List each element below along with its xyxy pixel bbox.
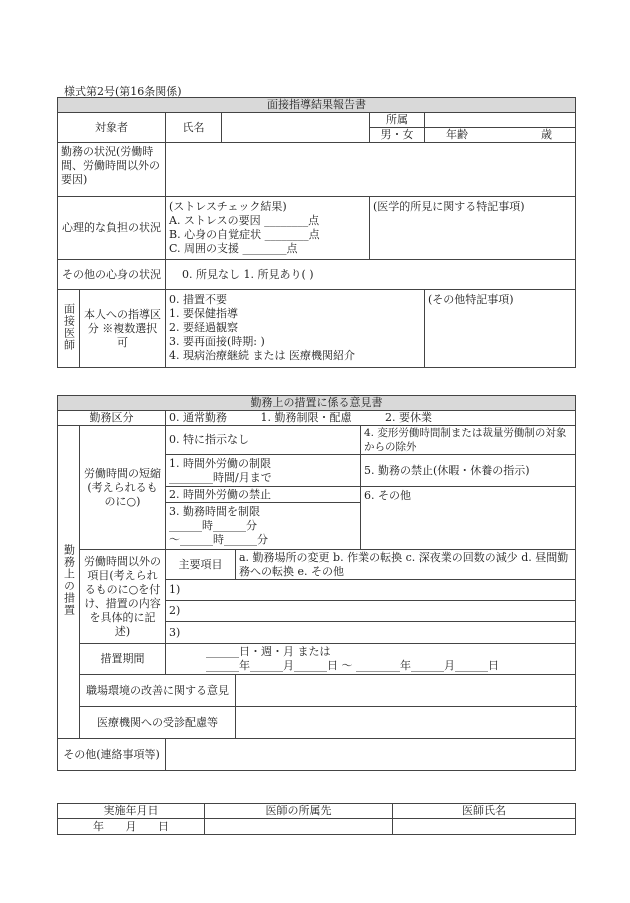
option-5-work-prohibition[interactable]: 5. 勤務の禁止(休暇・休養の指示) bbox=[361, 455, 576, 487]
env-improvement-field[interactable] bbox=[236, 675, 576, 707]
opinion-title: 勤務上の措置に係る意見書 bbox=[58, 396, 576, 411]
name-field[interactable] bbox=[222, 113, 370, 143]
work-measures-table bbox=[57, 395, 576, 771]
other-mind-body-options[interactable]: 0. 所見なし 1. 所見あり( ) bbox=[166, 260, 576, 290]
affiliation-label: 所属 bbox=[370, 113, 425, 128]
work-status-label: 勤務の状況(労働時間、労働時間以外の要因) bbox=[58, 143, 166, 197]
shorten-hours-label: 労働時間の短縮(考えられるものに○) bbox=[80, 426, 166, 550]
medical-findings-label: (医学的所見に関する特記事項) bbox=[373, 200, 525, 213]
option-2-overtime-prohibition[interactable]: 2. 時間外労働の禁止 bbox=[166, 487, 361, 503]
measure-item-1[interactable]: 1) bbox=[166, 580, 576, 601]
measure-item-3[interactable]: 3) bbox=[166, 622, 576, 644]
other-mind-body-label: その他の心身の状況 bbox=[58, 260, 166, 290]
period-label: 措置期間 bbox=[80, 644, 166, 675]
option-6-other[interactable]: 6. その他 bbox=[361, 487, 576, 550]
age-field[interactable] bbox=[425, 128, 576, 143]
other-notes-field[interactable] bbox=[425, 290, 576, 368]
medical-findings-field[interactable] bbox=[370, 197, 576, 260]
doctor-name-field[interactable] bbox=[393, 819, 576, 835]
stress-check-results[interactable]: (ストレスチェック結果) A. ストレスの要因 ________点 B. 心身の自覚症状 ________点 C. 周囲の支援 ________点 bbox=[166, 197, 370, 260]
other-notes-label: (その他特記事項) bbox=[428, 293, 514, 306]
option-3-hours-limit[interactable]: 3. 勤務時間を制限 ______時______分 〜______時______分 bbox=[166, 503, 361, 550]
form-number: 様式第2号(第16条関係) bbox=[64, 85, 182, 98]
main-items-label: 主要項目 bbox=[166, 550, 236, 580]
guidance-options[interactable]: 0. 措置不要 1. 要保健指導 2. 要経過観察 3. 要再面接(時期: ) 4. 現病治療継続 または 医療機関紹介 bbox=[166, 290, 425, 368]
env-improvement-label: 職場環境の改善に関する意見 bbox=[80, 675, 236, 707]
name-label: 氏名 bbox=[166, 113, 222, 143]
main-items-options[interactable]: a. 勤務場所の変更 b. 作業の転換 c. 深夜業の回数の減少 d. 昼間勤務への転換 e. その他 bbox=[236, 550, 576, 580]
psych-burden-label: 心理的な負担の状況 bbox=[58, 197, 166, 260]
other-items-label: 労働時間以外の項目(考えられるものに○を付け、措置の内容を具体的に記述) bbox=[80, 550, 166, 644]
work-category-label: 勤務区分 bbox=[58, 411, 166, 426]
option-4-exclusion[interactable]: 4. 変形労働時間制または裁量労働制の対象からの除外 bbox=[361, 426, 576, 455]
interview-report-table bbox=[57, 97, 576, 368]
report-title: 面接指導結果報告書 bbox=[58, 98, 576, 113]
doctor-affiliation-field[interactable] bbox=[205, 819, 393, 835]
age-unit: 歳 bbox=[541, 128, 553, 141]
age-label: 年齢 bbox=[446, 128, 468, 141]
doctor-vertical-label: 面接医師 bbox=[58, 290, 80, 368]
guidance-label: 本人への指導区分 ※複数選択可 bbox=[80, 290, 166, 368]
date-field[interactable]: 年 月 日 bbox=[58, 819, 205, 835]
other-notes-opinion-field[interactable] bbox=[166, 739, 576, 771]
measure-item-2[interactable]: 2) bbox=[166, 601, 576, 622]
other-notes-opinion-label: その他(連絡事項等) bbox=[58, 739, 166, 771]
gender-select[interactable]: 男・女 bbox=[370, 128, 425, 143]
footer-table bbox=[57, 803, 576, 835]
option-1-overtime-limit[interactable]: 1. 時間外労働の制限 ________時間/月まで bbox=[166, 455, 361, 487]
period-field[interactable]: ______日・週・月 または ______年______月______日 〜 ________年______月______日 bbox=[166, 644, 576, 675]
option-0-no-instruction[interactable]: 0. 特に指示なし bbox=[166, 426, 361, 455]
work-status-field[interactable] bbox=[166, 143, 576, 197]
subject-label: 対象者 bbox=[58, 113, 166, 143]
date-label: 実施年月日 bbox=[58, 804, 205, 819]
hospital-consideration-field[interactable] bbox=[236, 707, 576, 739]
doctor-name-label: 医師氏名 bbox=[393, 804, 576, 819]
measures-vertical-label: 勤務上の措置 bbox=[58, 426, 80, 739]
work-category-options[interactable]: 0. 通常勤務 1. 勤務制限・配慮 2. 要休業 bbox=[166, 411, 576, 426]
affiliation-field[interactable] bbox=[425, 113, 576, 128]
hospital-consideration-label: 医療機関への受診配慮等 bbox=[80, 707, 236, 739]
doctor-affiliation-label: 医師の所属先 bbox=[205, 804, 393, 819]
